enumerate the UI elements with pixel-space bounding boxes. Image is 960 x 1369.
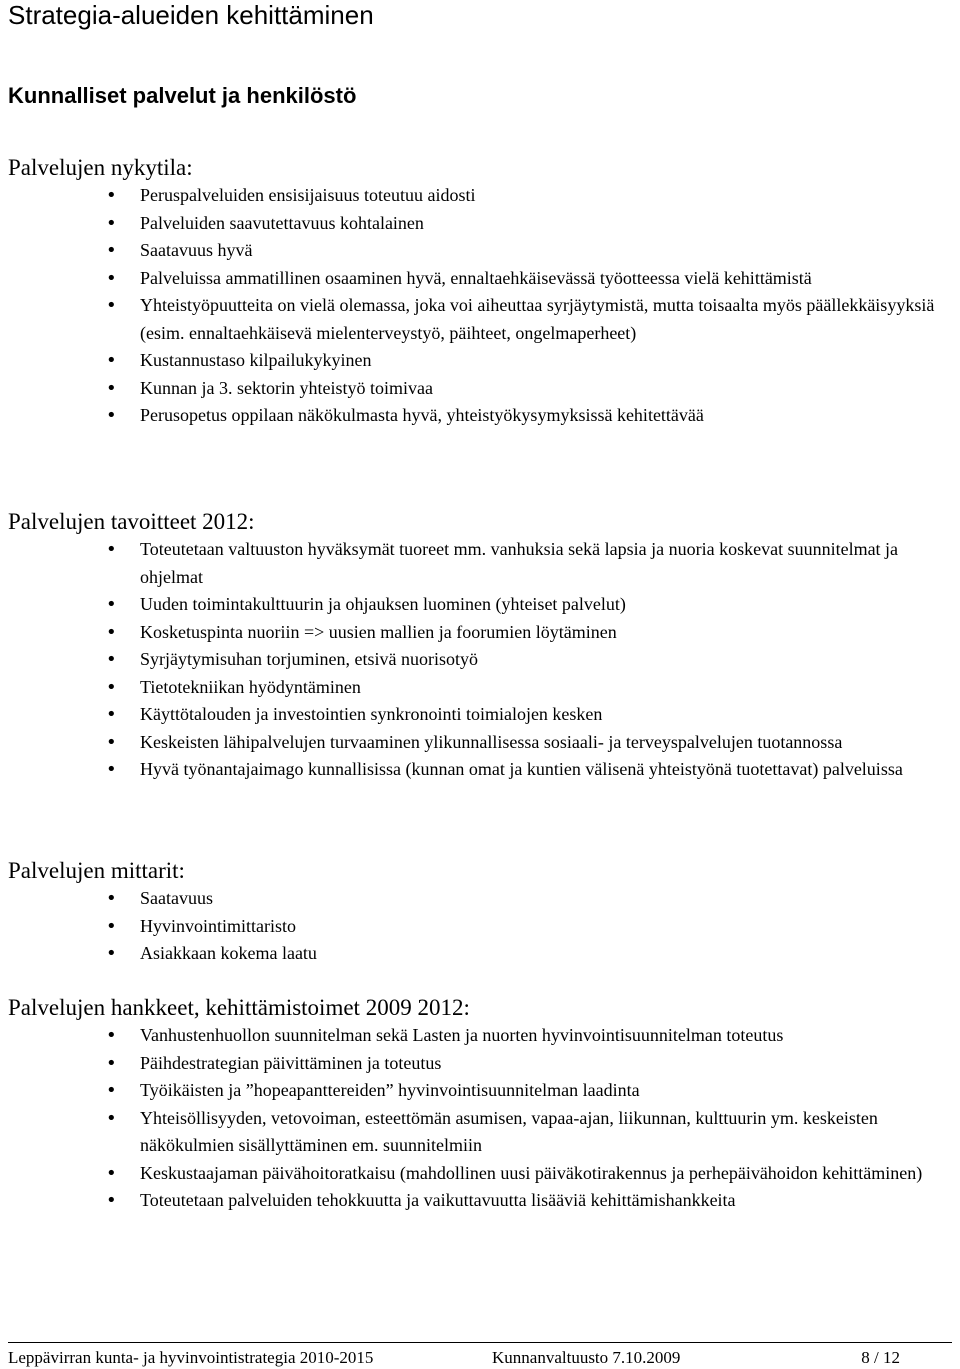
- bullet-list: [0, 182, 960, 430]
- bullet-list: [0, 1022, 960, 1215]
- list-item: • Saatavuus hyvä: [0, 237, 960, 265]
- section-heading: Palvelujen nykytila:: [8, 155, 193, 180]
- list-item: • Työikäisten ja ”hopeapanttereiden” hyvinvointisuunnitelman laadinta: [0, 1077, 960, 1105]
- list-item: • Toteutetaan valtuuston hyväksymät tuoreet mm. vanhuksia sekä lapsia ja nuoria koskevat suunnitelmat ja ohjelmat: [0, 536, 960, 591]
- section-mittarit: [0, 857, 960, 968]
- section-heading: Palvelujen mittarit:: [8, 858, 185, 883]
- page-footer: [8, 1342, 952, 1367]
- list-item: • Keskustaajaman päivähoitoratkaisu (mahdollinen uusi päiväkotirakennus ja perhepäivähoidon kehittäminen): [0, 1160, 960, 1188]
- page-title: Strategia-alueiden kehittäminen: [8, 0, 374, 30]
- list-item: • Vanhustenhuollon suunnitelman sekä Lasten ja nuorten hyvinvointisuunnitelman toteutus: [0, 1022, 960, 1050]
- list-item: • Yhteisöllisyyden, vetovoiman, esteettömän asumisen, vapaa-ajan, liikunnan, kulttuurin ym. keskeisten näkökulmien sisällyttäminen em. suunnitelmiin: [0, 1105, 960, 1160]
- list-item: • Syrjäytymisuhan torjuminen, etsivä nuorisotyö: [0, 646, 960, 674]
- list-item: • Käyttötalouden ja investointien synkronointi toimialojen kesken: [0, 701, 960, 729]
- section-heading: Palvelujen tavoitteet 2012:: [8, 509, 255, 534]
- list-item: • Hyvinvointimittaristo: [0, 913, 960, 941]
- section-heading: Palvelujen hankkeet, kehittämistoimet 2009 2012:: [8, 995, 470, 1020]
- section-nykytila: [0, 154, 960, 430]
- list-item: • Kustannustaso kilpailukykyinen: [0, 347, 960, 375]
- list-item: • Yhteistyöpuutteita on vielä olemassa, joka voi aiheuttaa syrjäytymistä, mutta toisaalta myös päällekkäisyyksiä (esim. ennaltaehkäisevä mielenterveystyö, päihteet, ongelmaperheet): [0, 292, 960, 347]
- list-item: • Toteutetaan palveluiden tehokkuutta ja vaikuttavuutta lisääviä kehittämishankkeita: [0, 1187, 960, 1215]
- list-item: • Tietotekniikan hyödyntäminen: [0, 674, 960, 702]
- section-tavoitteet: [0, 508, 960, 784]
- list-item: • Hyvä työnantajaimago kunnallisissa (kunnan omat ja kuntien välisenä yhteistyönä tuotettavat) palveluissa: [0, 756, 960, 784]
- list-item: • Palveluiden saavutettavuus kohtalainen: [0, 210, 960, 238]
- footer-page-number: 8 / 12: [861, 1348, 900, 1367]
- list-item: • Kunnan ja 3. sektorin yhteistyö toimivaa: [0, 375, 960, 403]
- footer-document-title: Leppävirran kunta- ja hyvinvointistrategia 2010-2015: [8, 1348, 374, 1367]
- section-subtitle: Kunnalliset palvelut ja henkilöstö: [8, 83, 357, 108]
- list-item: • Peruspalveluiden ensisijaisuus toteutuu aidosti: [0, 182, 960, 210]
- list-item: • Päihdestrategian päivittäminen ja toteutus: [0, 1050, 960, 1078]
- list-item: • Saatavuus: [0, 885, 960, 913]
- list-item: • Keskeisten lähipalvelujen turvaaminen ylikunnallisessa sosiaali- ja terveyspalvelujen tuotannossa: [0, 729, 960, 757]
- bullet-list: [0, 536, 960, 784]
- list-item: • Uuden toimintakulttuurin ja ohjauksen luominen (yhteiset palvelut): [0, 591, 960, 619]
- list-item: • Kosketuspinta nuoriin => uusien mallien ja foorumien löytäminen: [0, 619, 960, 647]
- footer-meeting-date: Kunnanvaltuusto 7.10.2009: [492, 1348, 681, 1367]
- list-item: • Asiakkaan kokema laatu: [0, 940, 960, 968]
- list-item: • Perusopetus oppilaan näkökulmasta hyvä, yhteistyökysymyksissä kehitettävää: [0, 402, 960, 430]
- bullet-list: [0, 885, 960, 968]
- list-item: • Palveluissa ammatillinen osaaminen hyvä, ennaltaehkäisevässä työotteessa vielä kehittämistä: [0, 265, 960, 293]
- section-hankkeet: [0, 994, 960, 1215]
